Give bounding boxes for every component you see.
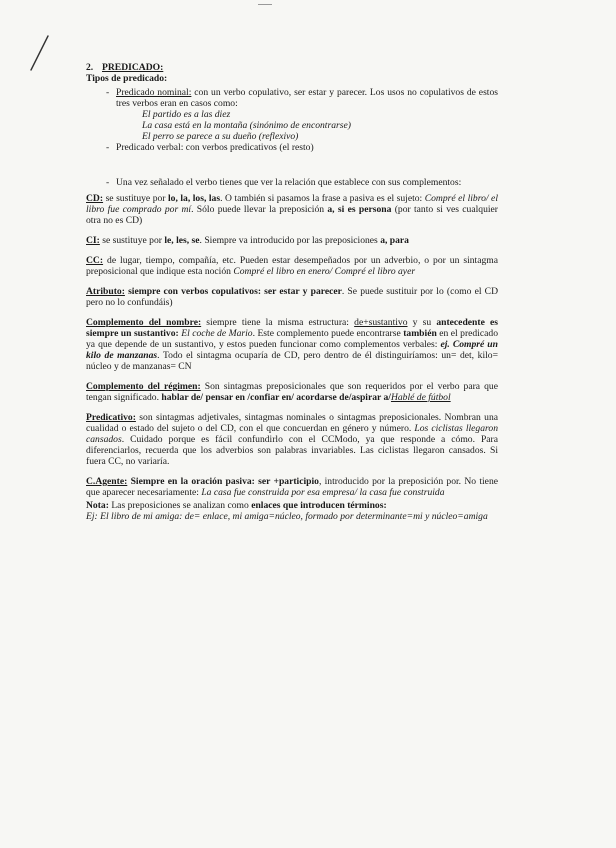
cn-paragraph bbox=[86, 317, 498, 372]
cn-label: Complemento del nombre: bbox=[86, 317, 202, 328]
atributo-label: Atributo: bbox=[86, 286, 125, 297]
cc-text: de lugar, tiempo, compañía, etc. Pueden estar desempeñados por un adverbio, o por un sintagma preposicional que indique esta noción bbox=[86, 255, 498, 277]
nota-bold: enlaces que introducen términos: bbox=[251, 500, 387, 511]
example-line: La casa está en la montaña (sinónimo de encontrarse) bbox=[142, 120, 351, 131]
cd-text: se sustituye por bbox=[103, 193, 169, 204]
ci-label: CI: bbox=[86, 235, 100, 246]
agente-paragraph bbox=[86, 476, 498, 498]
predicativo-text: son sintagmas adjetivales, sintagmas nominales o sintagmas preposicionales. Nombran una cualidad o estado del sujeto o del CD, con el que concuerdan en género y número. bbox=[86, 412, 498, 434]
cr-verbs: hablar de/ pensar en /confiar en/ acordarse de/aspirar a/ bbox=[161, 392, 391, 403]
cn-example-2: ej. Compré un kilo de manzanas bbox=[86, 339, 498, 361]
ci-text: . Siempre va introducido por las preposiciones bbox=[199, 235, 381, 246]
predicativo-text: . Cuidado porque es fácil confundirlo con el CCModo, ya que responde a cómo. Para diferenciarlos, recuerda que los adverbios son palabras invariables. Las ciclistas llegaron cansados. Si fuera CC, no variaría. bbox=[86, 434, 498, 467]
agente-text: , introducido por la preposición por. No tiene que aparecer necesariamente: bbox=[86, 476, 498, 498]
intro-list bbox=[86, 177, 498, 188]
cn-antecedent: antecedente es siempre un sustantivo: bbox=[86, 317, 498, 339]
predicate-types-list bbox=[86, 87, 498, 109]
atributo-text: . Se puede sustituir por lo (como el CD pero no lo confundáis) bbox=[86, 286, 498, 308]
section-heading bbox=[86, 62, 498, 73]
predicate-types-list-2 bbox=[86, 142, 498, 153]
cd-text: (por tanto si ves cualquier otra no es CD) bbox=[86, 204, 498, 226]
example-line: El partido es a las diez bbox=[142, 109, 231, 120]
verbal-text: con verbos predicativos (el resto) bbox=[183, 142, 314, 153]
cc-paragraph bbox=[86, 255, 498, 277]
cn-structure: de+sustantivo bbox=[354, 317, 408, 328]
cn-text: siempre tiene la misma estructura: bbox=[201, 317, 355, 328]
cd-example: Compré el libro/ el libro fue comprado por mí bbox=[86, 193, 498, 215]
cr-label: Complemento del régimen: bbox=[86, 381, 201, 392]
list-item-verbal bbox=[86, 142, 498, 153]
predicativo-example: Los ciclistas llegaron cansados bbox=[86, 423, 498, 445]
cn-text: . Todo el sintagma ocuparía de CD, pero dentro de él distinguiríamos: un= det, kilo= núcleo y de manzanas= CN bbox=[86, 350, 498, 372]
cc-example: Compré el libro en enero/ Compré el libro ayer bbox=[233, 266, 416, 277]
pen-stroke-mark bbox=[28, 34, 52, 74]
nota-text: Las preposiciones se analizan como bbox=[108, 500, 252, 511]
cn-text: . Este complemento puede encontrarse bbox=[252, 328, 404, 339]
cd-preposition: a, si es persona bbox=[327, 204, 392, 215]
agente-example: La casa fue construida por esa empresa/ la casa fue construida bbox=[201, 487, 445, 498]
verbal-lead: Predicado verbal: bbox=[116, 142, 184, 153]
cr-example: Hablé de fútbol bbox=[390, 392, 451, 403]
ci-pronouns: le, les, se bbox=[164, 235, 200, 246]
agente-bold: Siempre en la oración pasiva: ser +participio bbox=[127, 476, 319, 487]
nota-example: Ej: El libro de mi amiga: de= enlace, mi amiga=núcleo, formado por determinante=mi y núcleo=amiga bbox=[86, 511, 488, 522]
nominal-lead: Predicado nominal: bbox=[116, 87, 192, 98]
cd-text: . O también si pasamos la frase a pasiva es el sujeto: bbox=[220, 193, 425, 204]
atributo-bold: siempre con verbos copulativos: ser estar y parecer bbox=[124, 286, 342, 297]
cn-also: también bbox=[403, 328, 437, 339]
cd-paragraph bbox=[86, 193, 498, 226]
example-line: El perro se parece a su dueño (reflexivo) bbox=[142, 131, 299, 142]
cr-text: Son sintagmas preposicionales que son requeridos por el verbo para que tengan significado. bbox=[86, 381, 498, 403]
document-body bbox=[86, 62, 498, 531]
cd-label: CD: bbox=[86, 193, 104, 204]
ci-text: se sustituye por bbox=[99, 235, 165, 246]
ci-paragraph bbox=[86, 235, 498, 246]
cd-text: . Sólo puede llevar la preposición bbox=[191, 204, 328, 215]
section-title: PREDICADO: bbox=[102, 62, 164, 73]
cn-text: y su bbox=[407, 317, 437, 328]
list-item-nominal bbox=[86, 87, 498, 109]
agente-label: C.Agente: bbox=[86, 476, 128, 487]
list-item-intro: - Una vez señalado el verbo tienes que ver la relación que establece con sus complementos: bbox=[86, 177, 498, 188]
cc-label: CC: bbox=[86, 255, 104, 266]
cn-text: en el predicado ya que depende de un sustantivo, y estos pueden funcionar como complementos verbales: bbox=[86, 328, 499, 350]
section-number: 2. bbox=[86, 62, 94, 73]
nota-label: Nota: bbox=[86, 500, 109, 511]
scan-mark bbox=[258, 0, 272, 5]
nota-paragraph bbox=[86, 500, 498, 522]
nominal-text: con un verbo copulativo, ser estar y parecer. Los usos no copulativos de estos tres verbos eran en casos como: bbox=[116, 87, 498, 109]
atributo-paragraph bbox=[86, 286, 498, 308]
predicativo-label: Predicativo: bbox=[86, 412, 136, 423]
cn-example: El coche de Mario bbox=[178, 328, 253, 339]
predicativo-paragraph bbox=[86, 412, 498, 467]
cr-paragraph bbox=[86, 381, 498, 403]
section-subtitle: Tipos de predicado: bbox=[86, 73, 168, 84]
ci-preposition: a, para bbox=[380, 235, 409, 246]
nominal-examples bbox=[86, 109, 498, 142]
cd-pronouns: lo, la, los, las bbox=[168, 193, 221, 204]
